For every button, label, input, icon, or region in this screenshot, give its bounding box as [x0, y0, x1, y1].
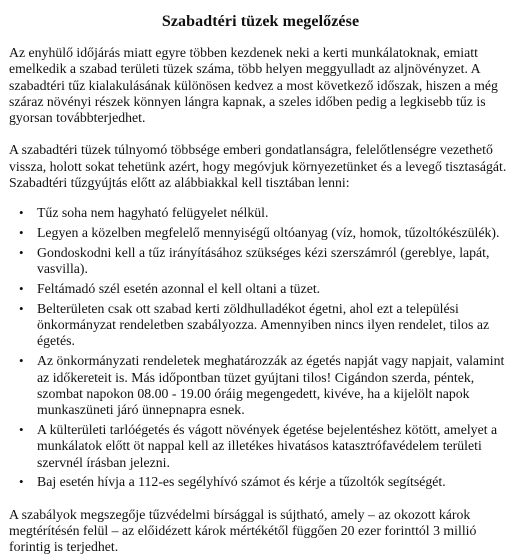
rule-text: Legyen a közelben megfelelő mennyiségű oltóanyag (víz, homok, tűzoltókészülék).: [37, 225, 500, 241]
document-title: Szabadtéri tüzek megelőzése: [161, 13, 360, 30]
bullet-icon: •: [19, 281, 24, 297]
rule-text: Baj esetén hívja a 112-es segélyhívó számot és kérje a tűzoltók segítségét.: [37, 474, 446, 490]
list-item: [9, 422, 512, 471]
list-item: [9, 353, 512, 418]
bullet-icon: •: [19, 474, 24, 490]
rule-text: Feltámadó szél esetén azonnal el kell oltani a tüzet.: [37, 281, 321, 297]
list-item: [9, 301, 512, 350]
bullet-icon: •: [19, 225, 24, 241]
list-item: [9, 474, 512, 490]
rules-list: [9, 205, 512, 490]
bullet-icon: •: [19, 353, 24, 369]
rule-text: Gondoskodni kell a tűz irányításához szükséges kézi szerszámról (gereblye, lapát, vasvilla).: [37, 244, 490, 277]
list-item: [9, 245, 512, 278]
rule-text: Belterületen csak ott szabad kerti zöldhulladékot égetni, ahol ezt a települési önkormányzat rendeletben szabályozza. Amennyiben nincs ilyen rendelet, tilos az égetés.: [37, 300, 490, 349]
rule-text: Tűz soha nem hagyható felügyelet nélkül.: [37, 205, 269, 221]
closing-paragraph: A szabályok megszegője tűzvédelmi bírsággal is sújtható, amely – az okozott károk megtérítésén felül – az előidézett károk mértékétől függően 20 ezer forinttól 3 millió forintig is terjedhet.: [9, 506, 477, 555]
context-paragraph: A szabadtéri tüzek túlnyomó többsége emberi gondatlanságra, felelőtlenségre vezethető vissza, holott sokat tehetünk azért, hogy megóvjuk környezetünket és a levegő tisztaságát. Szabadtéri tűzgyújtás előtt az alábbiakkal kell tisztában lenni:: [9, 142, 507, 191]
bullet-icon: •: [19, 421, 24, 437]
bullet-icon: •: [19, 244, 24, 260]
list-item: [9, 281, 512, 297]
bullet-icon: •: [19, 205, 24, 221]
bullet-icon: •: [19, 300, 24, 316]
rule-text: Az önkormányzati rendeletek meghatározzák az égetés napját vagy napjait, valamint az időkereteit is. Más időpontban tüzet gyújtani tilos! Cigándon szerda, péntek, szombat napokon 08.00 - 19.00 óráig megengedett, kivéve, ha a kijelölt napok munkaszüneti járó ünnepnapra esnek.: [37, 353, 505, 418]
list-item: [9, 205, 512, 221]
intro-paragraph: Az enyhülő időjárás miatt egyre többen kezdenek neki a kerti munkálatoknak, emiatt emelkedik a szabad területi tüzek száma, több helyen meggyulladt az aljnövényzet. A szabadtéri tűz kialakulásának különösen kedvez a most következő időszak, hiszen a még száraz növényi részek könnyen lángra kapnak, a szeles időben pedig a legkisebb tűz is gyorsan továbbterjedhet.: [9, 45, 498, 126]
rule-text: A külterületi tarlóégetés és vágott növények égetése bejelentéshez kötött, amelyet a munkálatok előtt öt nappal kell az illetékes hivatásos katasztrófavédelem területi szervnél írásban jelezni.: [37, 421, 498, 470]
list-item: [9, 225, 512, 241]
